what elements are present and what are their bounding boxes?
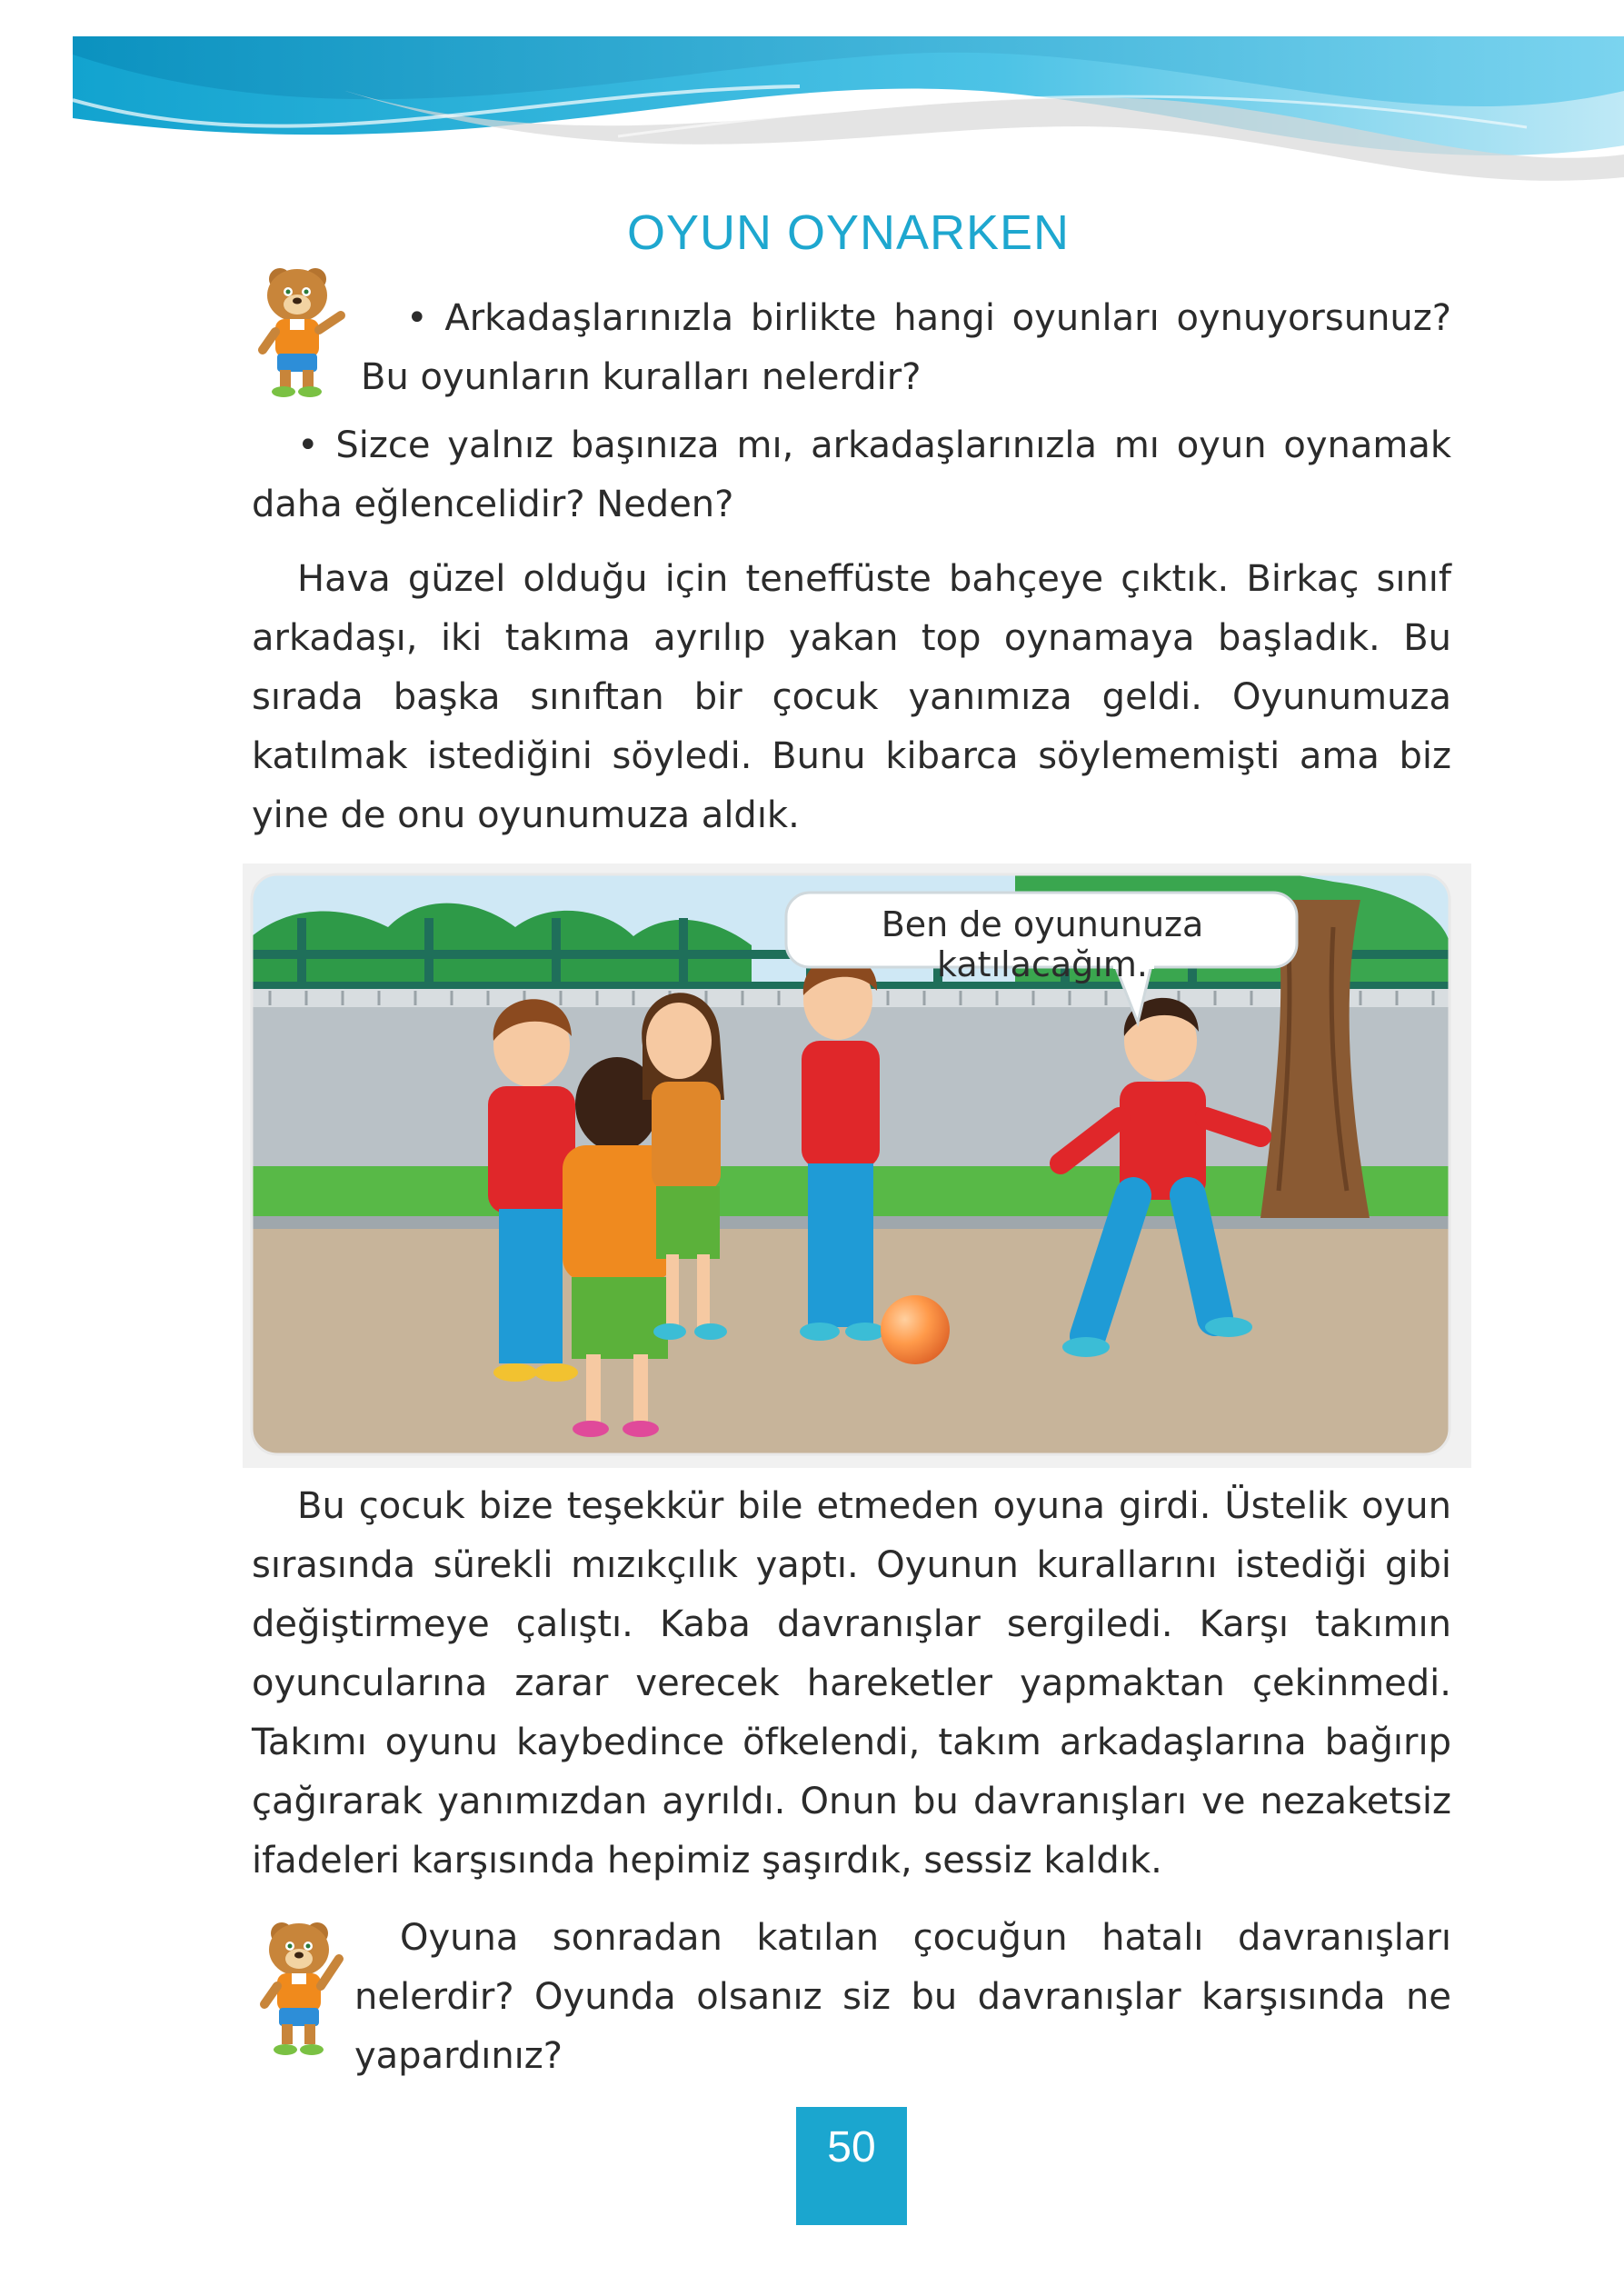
story-paragraph-1: Hava güzel olduğu için teneffüste bahçeye çıktık. Birkaç sınıf arkadaşı, iki takıma ayrılıp yakan top oynamaya başladık. Bu sırada başka sınıftan bir çocuk yanımıza geldi. Oyunumuza katılmak istediğini söyledi. Bunu kibarca söylememişti ama biz yine de onu oyunumuza aldık. [252, 558, 1451, 836]
wave-banner [73, 36, 1624, 200]
final-question: Oyuna sonradan katılan çocuğun hatalı davranışları nelerdir? Oyunda olsanız siz bu davranışlar karşısında ne yapardınız? [354, 1917, 1451, 2077]
page-title: OYUN OYNARKEN [626, 205, 1071, 260]
question-1: • Arkadaşlarınızla birlikte hangi oyunları oynuyorsunuz? Bu oyunların kuralları nelerdir? [361, 297, 1451, 398]
ball-icon [881, 1295, 950, 1364]
playground-illustration [243, 863, 1471, 1468]
speech-bubble-text: Ben de oyununuza katılacağım. [881, 904, 1204, 984]
question-2: • Sizce yalnız başınıza mı, arkadaşlarınızla mı oyun oynamak daha eğlencelidir? Neden? [252, 424, 1451, 525]
page-number: 50 [796, 2107, 907, 2225]
story-paragraph-2: Bu çocuk bize teşekkür bile etmeden oyuna girdi. Üstelik oyun sırasında sürekli mızıkçılık yaptı. Oyunun kurallarını istediği gibi değiştirmeye çalıştı. Kaba davranışlar sergiledi. Karşı takımın oyuncularına zarar verecek hareketler yapmaktan çekinmedi. Takımı oyunu kaybedince öfkelendi, takım arkadaşlarına bağırıp çağırarak yanımızdan ayrıldı. Onun bu davranışları ve nezaketsiz ifadeleri karşısında hepimiz şaşırdık, sessiz kaldık. [252, 1485, 1451, 1882]
bear-mascot-icon [250, 259, 350, 404]
bear-mascot-thumbs-up-icon [252, 1913, 352, 2063]
